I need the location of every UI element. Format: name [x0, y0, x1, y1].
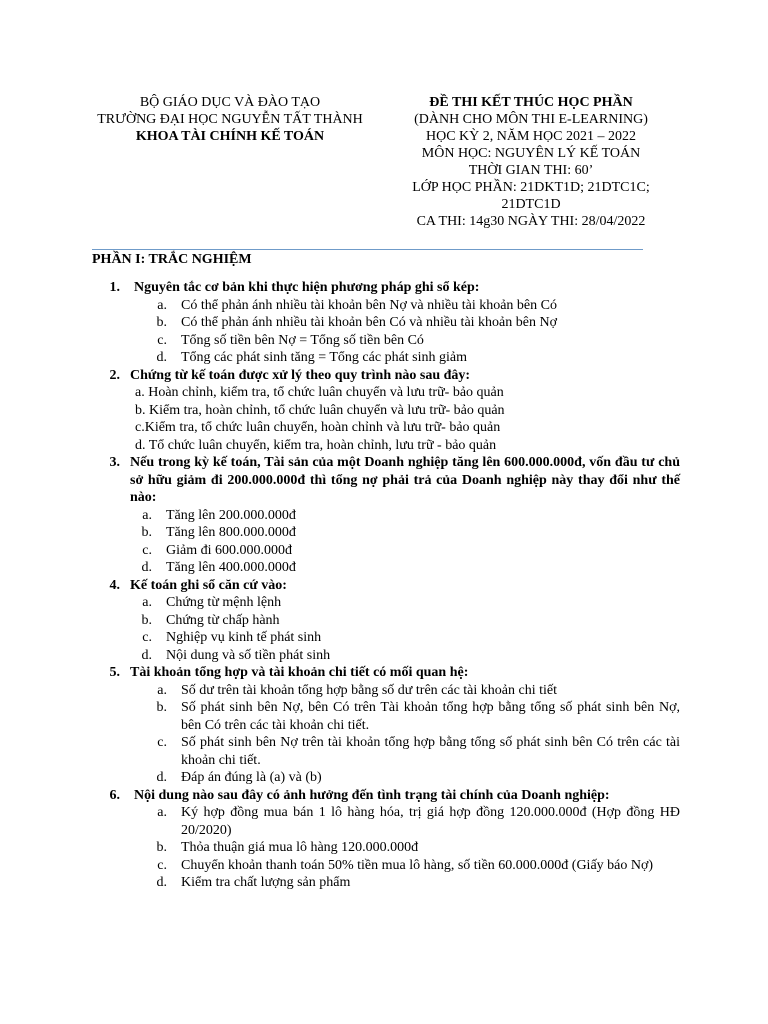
option: a. Hoàn chỉnh, kiểm tra, tổ chức luân chuyển và lưu trữ- bảo quản: [135, 385, 504, 400]
question-number: 2.: [109, 367, 120, 383]
option-text: Tăng lên 400.000.000đ: [166, 560, 296, 575]
option-label: b.: [156, 315, 167, 330]
option: c.Kiểm tra, tổ chức luân chuyển, hoàn chỉnh và lưu trữ- bảo quản: [135, 420, 501, 435]
question-list: [92, 279, 680, 892]
question-2: [92, 367, 680, 455]
question-number: 6.: [109, 787, 120, 803]
question-stem: [92, 367, 680, 385]
question-text: Tài khoản tổng hợp và tài khoản chi tiết có mối quan hệ:: [130, 665, 469, 680]
option-text: Có thể phản ánh nhiều tài khoản bên Có và nhiều tài khoản bên Nợ: [181, 315, 557, 330]
option: [92, 297, 680, 315]
option: [92, 507, 680, 525]
question-text: Nguyên tắc cơ bản khi thực hiện phương pháp ghi sổ kép:: [134, 280, 480, 295]
question-text: Nếu trong kỳ kế toán, Tài sản của một Doanh nghiệp tăng lên 600.000.000đ, vốn đầu tư chủ sở hữu giảm đi 200.000.000đ thì tổng nợ phải trả của Doanh nghiệp này thay đổi như thế nào:: [130, 455, 680, 505]
option-text: Số phát sinh bên Nợ, bên Có trên Tài khoản tổng hợp bằng tổng số phát sinh bên Nợ, bên Có trên các tài khoản chi tiết.: [181, 700, 680, 733]
question-stem: [92, 279, 680, 297]
question-stem: [92, 664, 680, 682]
option: [92, 524, 680, 542]
option: [92, 612, 680, 630]
option-label: b.: [141, 612, 152, 628]
option: b. Kiểm tra, hoàn chỉnh, tổ chức luân chuyển và lưu trữ- bảo quản: [135, 402, 505, 418]
question-4: [92, 577, 680, 665]
option: [92, 542, 680, 560]
option-label: c.: [157, 332, 167, 348]
question-3: [92, 454, 680, 577]
option-label: a.: [157, 297, 167, 313]
option-label: c.: [142, 542, 152, 558]
option-text: Tăng lên 800.000.000đ: [166, 525, 296, 540]
option: [92, 734, 680, 769]
option-label: c.: [157, 735, 167, 750]
option-text: Giảm đi 600.000.000đ: [166, 542, 292, 558]
exam-session: CA THI: 14g30 NGÀY THI: 28/04/2022: [416, 214, 646, 229]
question-text: Nội dung nào sau đây có ảnh hưởng đến tình trạng tài chính của Doanh nghiệp:: [134, 787, 610, 803]
option-label: c.: [157, 857, 167, 873]
question-6: [92, 787, 680, 892]
option-label: b.: [156, 840, 167, 855]
question-text: Chứng từ kế toán được xử lý theo quy trình nào sau đây:: [130, 367, 471, 383]
option-label: a.: [157, 682, 167, 698]
option-text: Số dư trên tài khoản tổng hợp bằng số dư trên các tài khoản chi tiết: [181, 682, 557, 698]
exam-title: ĐỀ THI KẾT THÚC HỌC PHẦN: [429, 95, 633, 110]
option-label: a.: [157, 805, 167, 820]
option: [92, 629, 680, 647]
exam-subtitle: (DÀNH CHO MÔN THI E-LEARNING): [414, 112, 648, 127]
header-right: [390, 94, 672, 230]
option: [92, 559, 680, 577]
option-text: Có thể phản ánh nhiều tài khoản bên Nợ và nhiều tài khoản bên Có: [181, 297, 557, 313]
option-text: Nội dung và số tiền phát sinh: [166, 647, 331, 663]
option-text: Số phát sinh bên Nợ trên tài khoản tổng hợp bằng tổng số phát sinh bên Có trên các tài khoản chi tiết.: [181, 735, 680, 768]
option-label: c.: [142, 630, 152, 645]
option-label: b.: [156, 700, 167, 715]
question-number: 5.: [109, 665, 120, 680]
ministry-name: BỘ GIÁO DỤC VÀ ĐÀO TẠO: [139, 95, 321, 110]
semester: HỌC KỲ 2, NĂM HỌC 2021 – 2022: [425, 129, 636, 144]
option: [92, 769, 680, 787]
question-number: 4.: [109, 577, 120, 593]
question-5: [92, 664, 680, 787]
option-label: a.: [142, 507, 152, 523]
option: [92, 874, 680, 892]
faculty-name: KHOA TÀI CHÍNH KẾ TOÁN: [135, 129, 325, 144]
option-text: Thỏa thuận giá mua lô hàng 120.000.000đ: [181, 840, 419, 855]
question-stem: [92, 787, 680, 805]
question-stem: [92, 454, 680, 507]
option-text: Tổng số tiền bên Nợ = Tổng số tiền bên Có: [181, 332, 424, 348]
question-number: 1.: [109, 280, 120, 295]
option: [92, 332, 680, 350]
question-text: Kế toán ghi sổ căn cứ vào:: [130, 577, 287, 593]
divider: [92, 249, 643, 250]
option: [92, 349, 680, 367]
option-label: d.: [141, 647, 152, 663]
option-label: d.: [141, 560, 152, 575]
question-1: [92, 279, 680, 367]
question-number: 3.: [109, 455, 120, 470]
option: [92, 839, 680, 857]
question-stem: [92, 577, 680, 595]
option-text: Kiểm tra chất lượng sản phẩm: [181, 875, 351, 890]
option: [92, 682, 680, 700]
class-codes-cont: 21DTC1D: [501, 197, 561, 212]
option: [92, 647, 680, 665]
option: d. Tổ chức luân chuyển, kiểm tra, hoàn chỉnh, lưu trữ - bảo quản: [135, 437, 497, 453]
option-text: Đáp án đúng là (a) và (b): [181, 770, 322, 785]
option-text: Ký hợp đồng mua bán 1 lô hàng hóa, trị giá hợp đồng 120.000.000đ (Hợp đồng HĐ 20/2020): [181, 805, 680, 838]
option-label: d.: [156, 350, 167, 365]
header-left: [80, 94, 380, 145]
option-label: d.: [156, 875, 167, 890]
option-label: a.: [142, 595, 152, 610]
class-codes: LỚP HỌC PHẦN: 21DKT1D; 21DTC1C;: [412, 180, 650, 195]
part-title: PHẦN I: TRẮC NGHIỆM: [92, 252, 252, 267]
option-text: Chứng từ chấp hành: [166, 612, 280, 628]
option-text: Nghiệp vụ kinh tế phát sinh: [166, 630, 322, 645]
option-text: Chuyển khoản thanh toán 50% tiền mua lô hàng, số tiền 60.000.000đ (Giấy báo Nợ): [181, 857, 654, 873]
option-label: d.: [156, 770, 167, 785]
subject: MÔN HỌC: NGUYÊN LÝ KẾ TOÁN: [421, 146, 641, 161]
option: [92, 699, 680, 734]
option-text: Tăng lên 200.000.000đ: [166, 507, 296, 523]
option-label: b.: [141, 525, 152, 540]
option: [92, 594, 680, 612]
university-name: TRƯỜNG ĐẠI HỌC NGUYỄN TẤT THÀNH: [97, 112, 363, 127]
exam-duration: THỜI GIAN THI: 60’: [468, 163, 594, 178]
option: [92, 314, 680, 332]
option-text: Tổng các phát sinh tăng = Tổng các phát sinh giảm: [181, 350, 468, 365]
option-text: Chứng từ mệnh lệnh: [166, 595, 282, 610]
option: [92, 857, 680, 875]
option: [92, 804, 680, 839]
